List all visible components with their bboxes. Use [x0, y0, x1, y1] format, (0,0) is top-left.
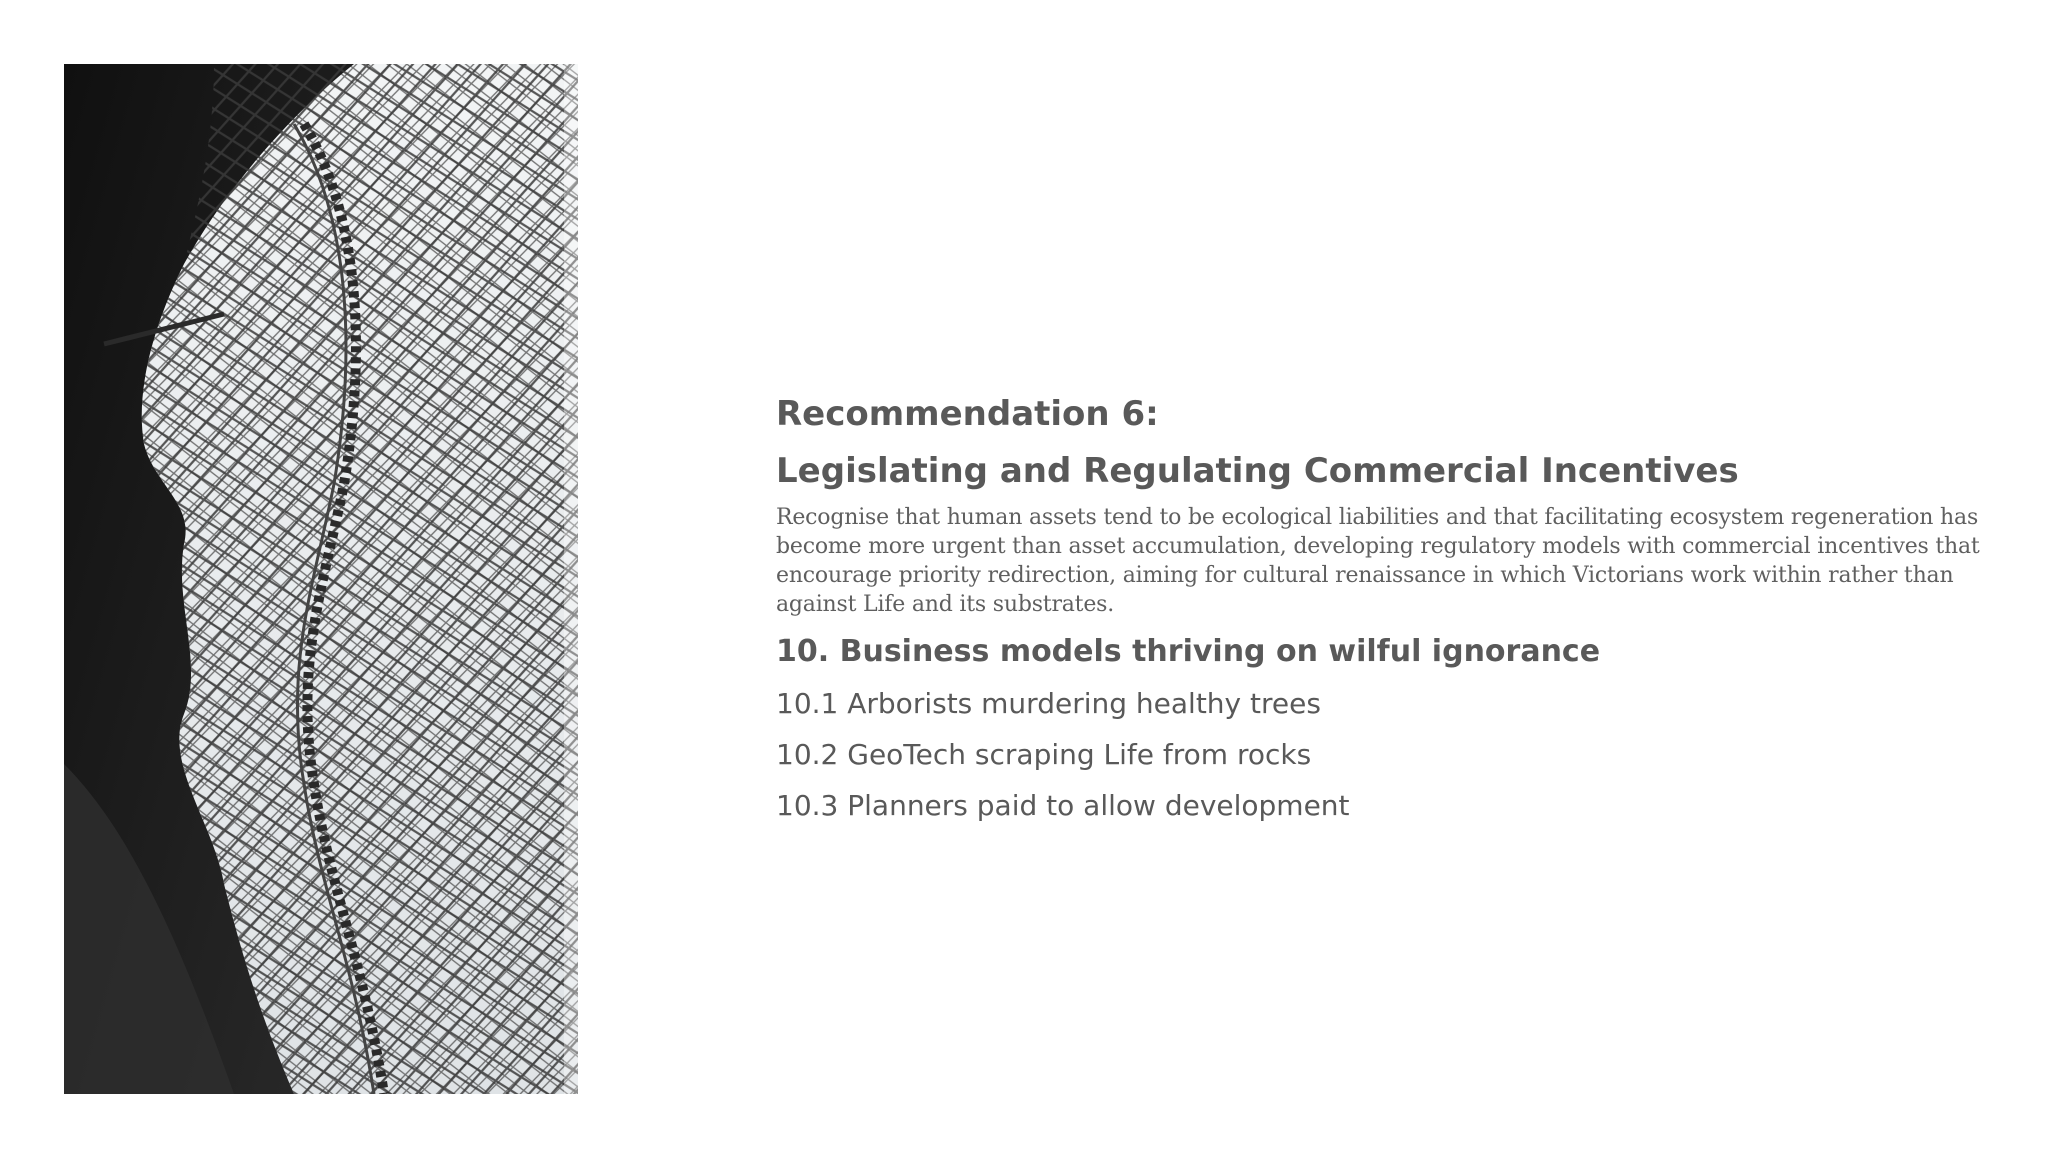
list-item: 10.2 GeoTech scraping Life from rocks — [776, 738, 1312, 771]
section-heading: 10. Business models thriving on wilful ignorance — [776, 634, 1601, 669]
recommendation-title: Recommendation 6: — [776, 394, 1159, 434]
rock-fence-photo — [64, 64, 578, 1094]
recommendation-subtitle: Legislating and Regulating Commercial Incentives — [776, 451, 1739, 491]
recommendation-panel — [776, 392, 2016, 836]
list-item: 10.3 Planners paid to allow development — [776, 789, 1350, 822]
recommendation-body: Recognise that human assets tend to be ecological liabilities and that facilitating ecosystem regeneration has become more urgent than asset accumulation, developing regulatory models with commercial incentives that encourage priority redirection, aiming for cultural renaissance in which Victorians work within rather than against Life and its substrates. — [776, 505, 1980, 617]
list-item: 10.1 Arborists murdering healthy trees — [776, 687, 1321, 720]
